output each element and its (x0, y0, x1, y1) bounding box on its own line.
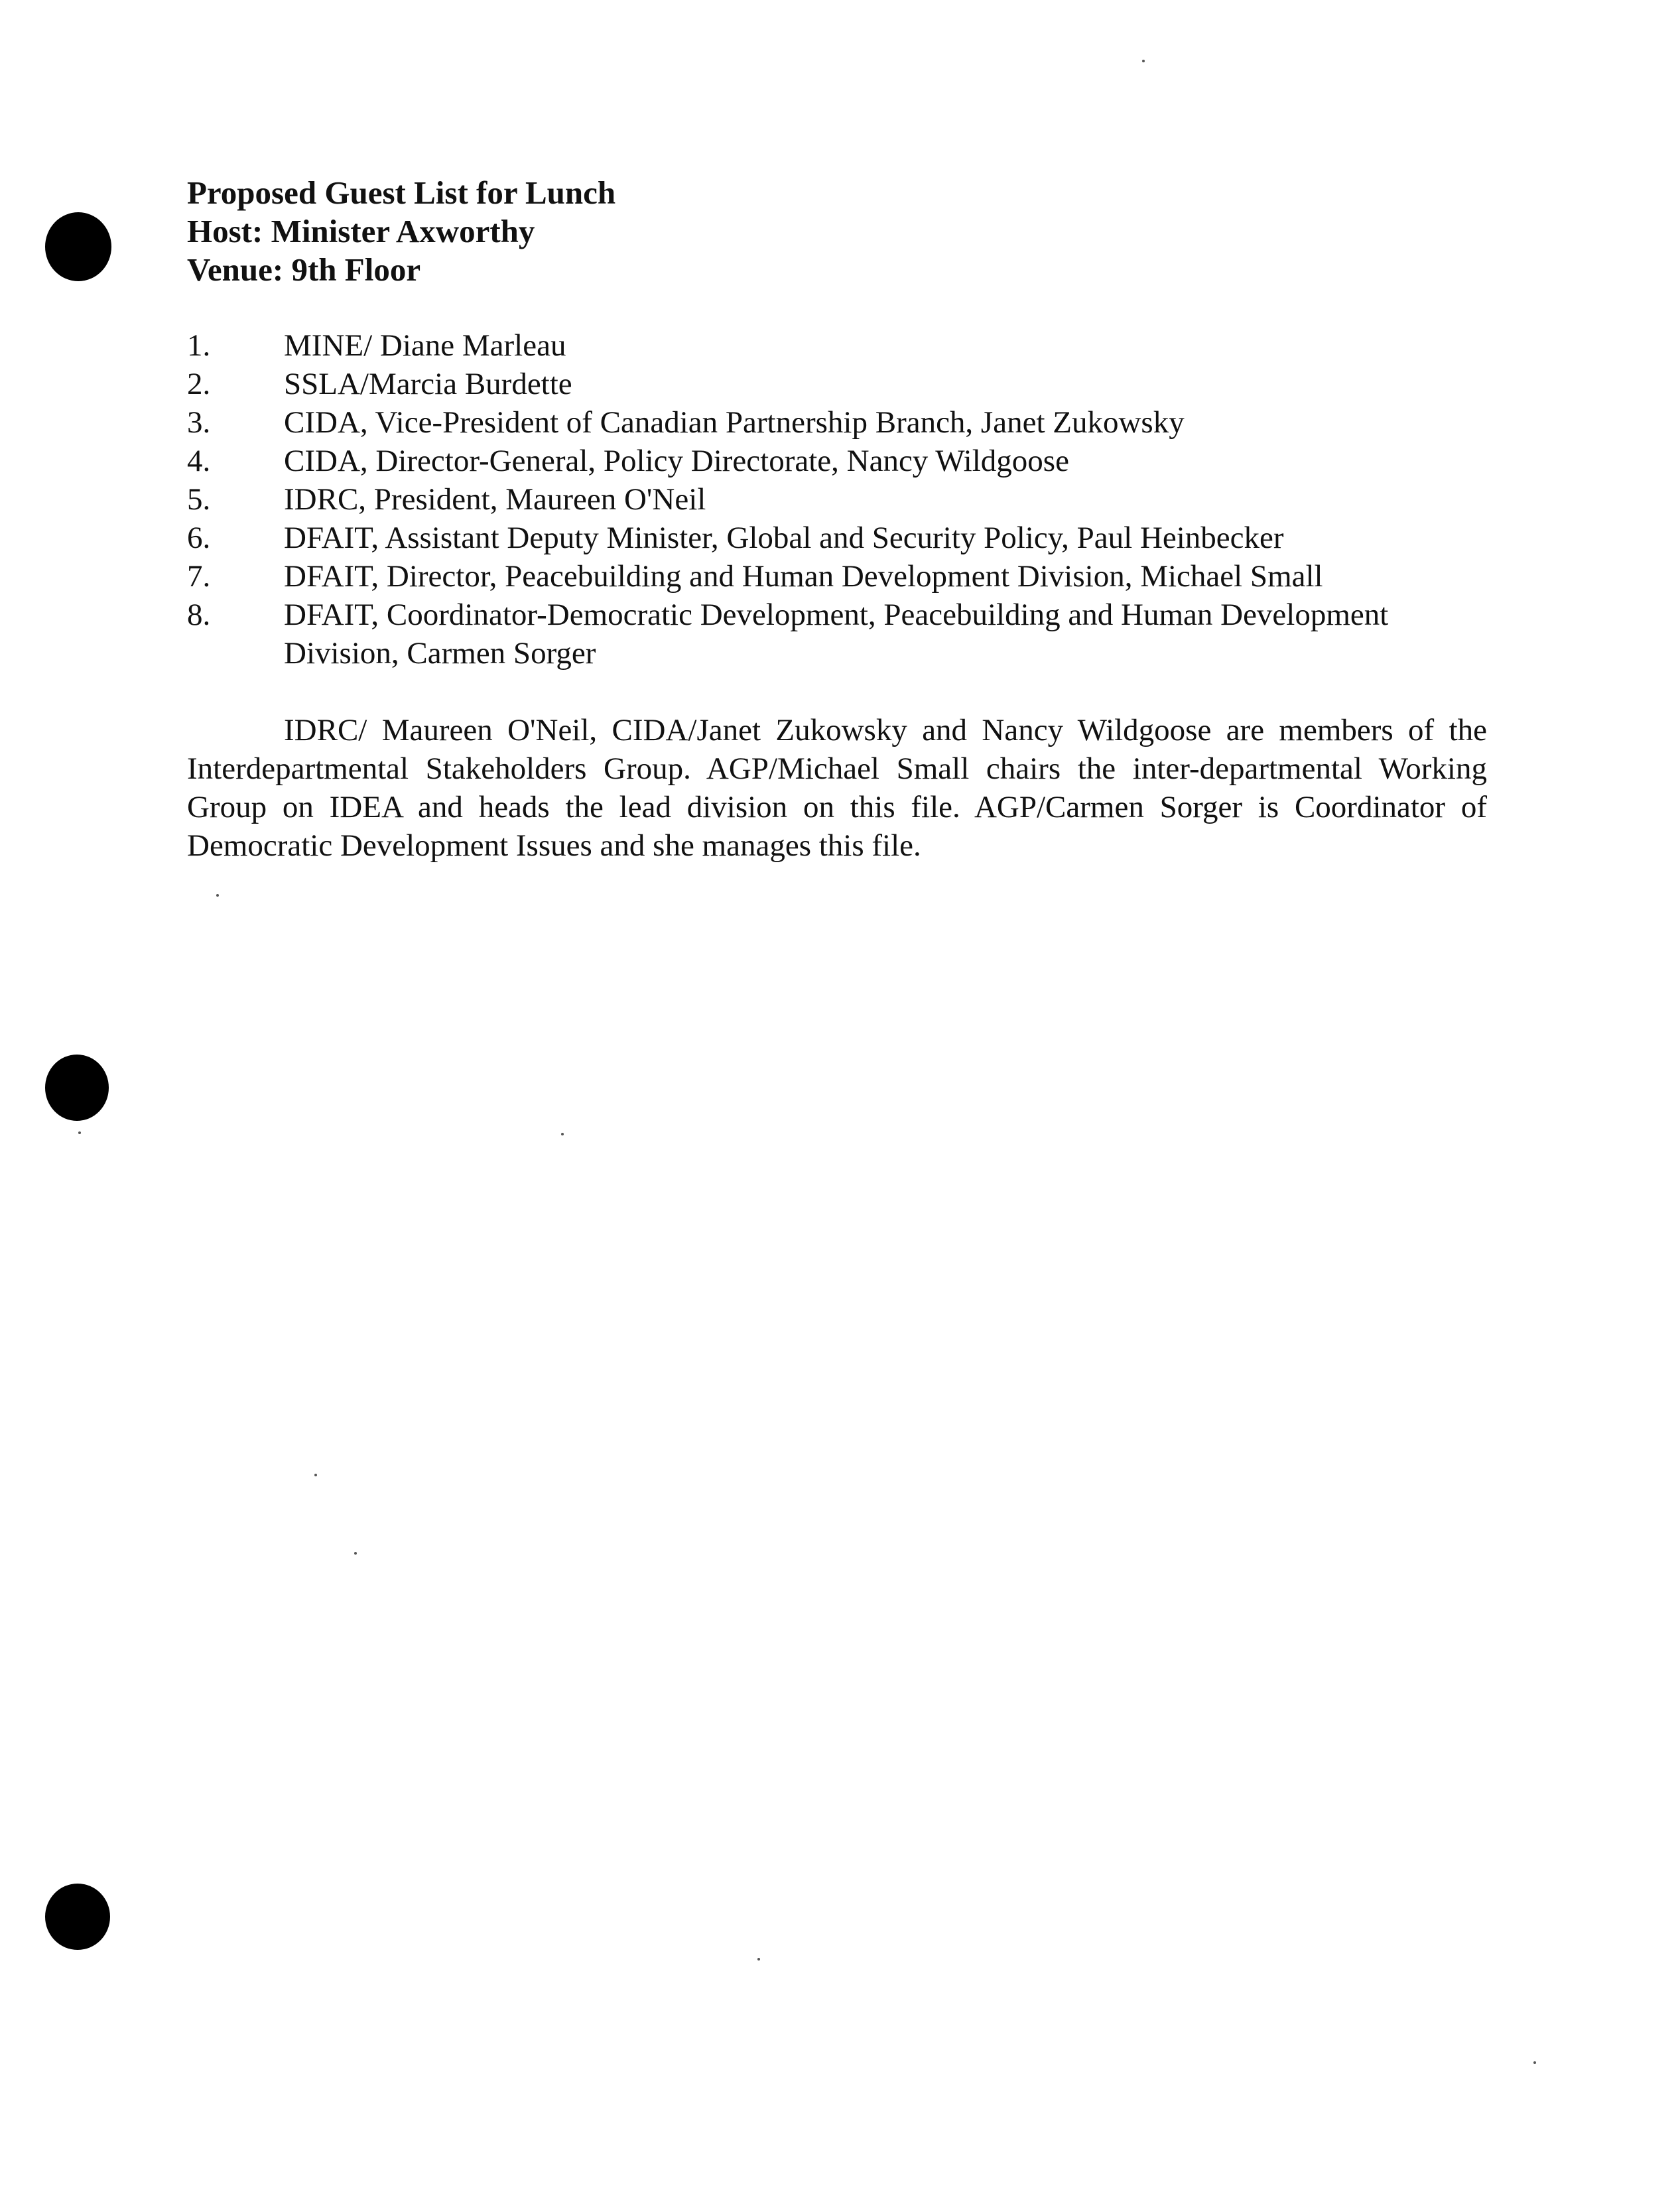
scan-speck (1142, 60, 1145, 62)
scan-speck (1533, 2061, 1536, 2064)
list-item-number: 3. (187, 405, 211, 440)
guest-list (187, 326, 1487, 673)
scan-speck (354, 1552, 357, 1555)
list-item-text: DFAIT, Assistant Deputy Minister, Global and Security Policy, Paul Heinbecker (284, 521, 1284, 555)
note-paragraph: IDRC/ Maureen O'Neil, CIDA/Janet Zukowsky and Nancy Wildgoose are members of the Interdepartmental Stakeholders Group. AGP/Michael Small chairs the inter-departmental Working Group on IDEA and heads the lead division on this file. AGP/Carmen Sorger is Coordinator of Democratic Development Issues and she manages this file. (187, 713, 1487, 863)
document-title: Proposed Guest List for Lunch (187, 174, 616, 211)
scan-speck (78, 1131, 81, 1134)
list-item-text: MINE/ Diane Marleau (284, 328, 566, 363)
list-item (187, 557, 1487, 596)
list-item-number: 5. (187, 482, 211, 517)
host-line: Host: Minister Axworthy (187, 213, 535, 249)
scan-speck (216, 894, 219, 897)
venue-line: Venue: 9th Floor (187, 251, 421, 288)
list-item-text: SSLA/Marcia Burdette (284, 367, 572, 401)
list-item (187, 519, 1487, 557)
list-item-number: 1. (187, 328, 211, 363)
punch-hole-bottom (45, 1884, 110, 1950)
list-item-number: 6. (187, 521, 211, 555)
list-item (187, 365, 1487, 403)
scan-speck (314, 1474, 317, 1476)
punch-hole-middle (45, 1055, 109, 1121)
scan-speck (561, 1133, 564, 1135)
list-item-number: 8. (187, 598, 211, 632)
list-item-text: DFAIT, Director, Peacebuilding and Human Development Division, Michael Small (284, 559, 1323, 594)
list-item-text: DFAIT, Coordinator-Democratic Development, Peacebuilding and Human Development Division, Carmen Sorger (284, 598, 1389, 671)
list-item (187, 480, 1487, 519)
scan-speck (757, 1958, 760, 1961)
list-item (187, 326, 1487, 365)
punch-hole-top (45, 212, 111, 281)
list-item-number: 7. (187, 559, 211, 594)
document-header (187, 174, 615, 289)
list-item (187, 442, 1487, 480)
list-item (187, 403, 1487, 442)
list-item-text: CIDA, Vice-President of Canadian Partnership Branch, Janet Zukowsky (284, 405, 1185, 440)
list-item-number: 4. (187, 444, 211, 478)
list-item-text: CIDA, Director-General, Policy Directorate, Nancy Wildgoose (284, 444, 1069, 478)
list-item-text: IDRC, President, Maureen O'Neil (284, 482, 706, 517)
list-item-number: 2. (187, 367, 211, 401)
list-item (187, 596, 1487, 673)
